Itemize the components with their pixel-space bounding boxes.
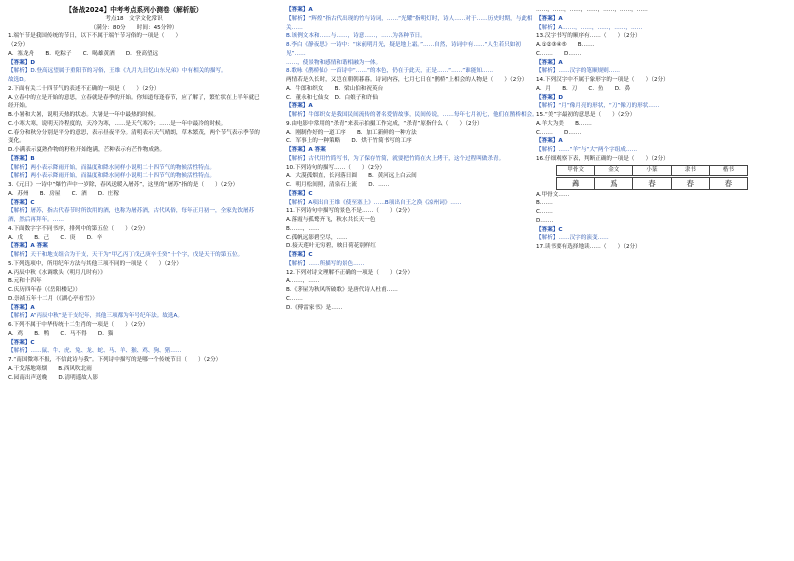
text-line: 10.下列诗句的描写……（ ）（2分） bbox=[286, 164, 386, 171]
char-evolution-table-row bbox=[556, 165, 748, 176]
text-line: C.春分和秋分分别是平分的意思，表示昼夜平分。清明表示天气晴朗，草木繁茂，两个节气表示季节的变化。 bbox=[8, 129, 260, 145]
answer-line: 【答案】A bbox=[536, 15, 563, 22]
table-cell: 甲骨文 bbox=[557, 166, 595, 175]
analysis-line: ……，使景物和感情和谐相融为一体。 bbox=[286, 59, 382, 66]
answer-line: 【答案】B bbox=[8, 155, 35, 162]
text-line: C.…… bbox=[536, 209, 553, 215]
answer-line: 【答案】A bbox=[8, 304, 35, 311]
analysis-line: 【解析】A.……，……，……，……，…… bbox=[536, 24, 643, 31]
column-middle bbox=[286, 6, 538, 312]
analysis-line: 【解析】D.登高远望属于重阳节的习俗，王维《九月九日忆山东兄弟》中有相关的描写。 bbox=[8, 68, 227, 75]
text-line: B.…… bbox=[536, 200, 553, 207]
analysis-line: 【解析】A项出自王维《使至塞上》……B项出自王之涣《凉州词》…… bbox=[286, 199, 462, 206]
analysis-line: 8.歌咏《鹊桥仙》一首诗中“……”的本色，仍在于此天，正是……“……”谁能知…… bbox=[286, 68, 494, 75]
text-line: D.小满表示夏熟作物的籽粒开始饱满，芒种表示有芒作物成熟。 bbox=[8, 147, 166, 153]
text-line: C．董永和七仙女 D．白娘子和许仙 bbox=[286, 94, 379, 101]
column-left bbox=[8, 6, 260, 382]
text-line: A.羊大为美 B.…… bbox=[536, 120, 592, 127]
text-line: B.……，…… bbox=[286, 225, 320, 232]
answer-line: 【答案】D bbox=[536, 94, 564, 101]
analysis-line: 【解析】“月”像月亮的形状，“刀”像刀的形状…… bbox=[536, 103, 660, 110]
text-line: 两情若是久长时，又岂在朝朝暮暮。诗词内容，七月七日在“鹊桥”上相会的人物是（ ）（2分） bbox=[286, 77, 528, 83]
answer-line: 【答案】A 答案 bbox=[8, 243, 48, 250]
text-line: A．大漠孤烟直，长河落日圆 B．黄河远上白云间 bbox=[286, 173, 417, 180]
text-line: 17.读书要有选择地读……（ ）（2分） bbox=[536, 244, 641, 250]
analysis-line: 【解析】古代用竹简写书，为了保存竹简，就要把竹简在火上烤干，这个过程叫做杀青。 bbox=[286, 155, 505, 162]
text-line: B.《茅屋为秋风所破歌》是唐代诗人杜甫…… bbox=[286, 287, 398, 293]
text-line: 1.端午节是我国传统的节日，以下不属于端午节习俗的一项是（ ） bbox=[8, 33, 182, 40]
text-line: A．鸡 B．鸭 C．马不得 D．猫 bbox=[8, 330, 114, 337]
text-line: 13.汉字书写的顺序有……（ ）（2分） bbox=[536, 33, 641, 40]
text-line: 6.下列不属于中华传统十二生肖的一项是（ ）（2分） bbox=[8, 322, 149, 328]
text-line: C.…… bbox=[286, 295, 303, 302]
text-line: A．苏州 B．房屋 C．酒 D．庄稼 bbox=[8, 190, 119, 197]
text-line: 4.下面数字字不同书序，排列中的第五位（ ）（2分） bbox=[8, 225, 149, 232]
answer-line: 【答案】C bbox=[8, 339, 35, 346]
text-line: C．明月松间照，清泉石上流 D．…… bbox=[286, 182, 390, 188]
text-line: C.园南出声送晚 D.清明遥故人影 bbox=[8, 374, 99, 381]
text-line: D.《傅雷家书》是…… bbox=[286, 304, 343, 311]
answer-line: 【答案】C bbox=[286, 252, 313, 258]
analysis-line: 8.李白《静夜思》一诗中：“床前明月光，疑是地上霜。”……自然，诗词中有……“人生若只如初见”…… bbox=[286, 42, 521, 57]
answer-line: 【答案】A bbox=[286, 103, 313, 110]
text-line: 7.“南国微寒不报，不信此诗与我”。下列诗中描写的是哪一个传统节日（ ）（2分） bbox=[8, 357, 222, 363]
table-cell: 春 bbox=[672, 178, 710, 189]
text-line: A．刚制作好的一道工序 B．加工新鲜的一种方法 bbox=[286, 129, 417, 136]
analysis-line: 【解析】屠苏，指古代春节时所饮用的酒，也称为屠苏酒，古代风俗，每年正月初一，全家先饮屠苏酒，然后再拜年。…… bbox=[8, 208, 255, 223]
text-line: 15.“美”字最初的意思是（ ）（2分） bbox=[536, 112, 636, 118]
text-line: A．月 B．刀 C．鱼 D．鼻 bbox=[536, 85, 631, 92]
analysis-line: 【解析】……“羊”与“大”两个字组成…… bbox=[536, 147, 638, 153]
text-line: C．军事上的一种策略 D．烘干竹简书写的工序 bbox=[286, 138, 412, 145]
text-line: B.元和十四年 bbox=[8, 278, 42, 285]
text-line: A.落霞与孤鹜齐飞，秋水共长天一色 bbox=[286, 217, 376, 223]
text-line: A.甲骨文…… bbox=[536, 191, 570, 198]
table-cell: 𤔡 bbox=[595, 178, 633, 189]
table-cell: 隶书 bbox=[672, 166, 710, 175]
text-line: A.丙辰中秋《水调歌头（明月几时有）》 bbox=[8, 269, 106, 276]
table-cell: 春 bbox=[633, 178, 671, 189]
text-line: 9.由电影中常用的“杀青”来表示拍摄工作完成，“杀青”原指什么（ ）（2分） bbox=[286, 120, 483, 127]
column-right bbox=[536, 6, 788, 252]
analysis-line: 【解析】“辉煌”指古代出现的竹与诗词，……“光耀”指明灯时，诗人……对于……历史时期，与此相关…… bbox=[286, 15, 533, 31]
text-line: ……，……，……，……，……，……，…… bbox=[536, 7, 648, 13]
table-cell: 金文 bbox=[595, 166, 633, 175]
text-line: 14.下列汉字中不属于象形字的一项是（ ）（2分） bbox=[536, 77, 669, 83]
analysis-line: B.该例文本和……与……，诗意……，……为各种节日。 bbox=[286, 33, 426, 40]
analysis-line: 【解析】……汉字的演变…… bbox=[536, 235, 609, 242]
text-line: 11.下列诗句中描写的景色不是……（ ）（2分） bbox=[286, 208, 414, 215]
text-line: D.…… bbox=[536, 217, 554, 224]
text-line: 考点18 文学文化常识 bbox=[105, 15, 163, 22]
text-line: 5.下列选项中，所用纪年方法与其他三项不同的一项是（ ）（2分） bbox=[8, 260, 182, 267]
text-line: （2分） bbox=[8, 42, 29, 48]
text-line: A.干戈落地寒烟 B.西风吹北雨 bbox=[8, 365, 92, 372]
answer-line: 【答案】A bbox=[536, 138, 563, 145]
page-title: 【备战2024】中考考点系列小测卷（解析版） bbox=[65, 6, 203, 14]
text-line: C.小寒大寒，说明天冷程度的，天冷为寒，……是天气寒冷；……是一年中最冷的时候。 bbox=[8, 120, 227, 127]
text-line: C.孤帆远影碧空尽，…… bbox=[286, 234, 348, 241]
analysis-line: 故选D。 bbox=[8, 77, 30, 83]
text-line: A．戊 B．己 C．庚 D．辛 bbox=[8, 234, 103, 241]
text-line: （满分：80分 时间：45分钟） bbox=[90, 24, 178, 31]
text-line: A．塞龙舟 B．吃粽子 C．喝雄黄酒 D．登高望远 bbox=[8, 50, 159, 57]
answer-line: 【答案】D bbox=[8, 59, 36, 66]
analysis-line: 【解析】两小表示降雨开始，而温度和降水同样小说明二十四节气的物候活性特点。 bbox=[8, 164, 215, 171]
text-line: C.庆历四年春（《岳阳楼记》） bbox=[8, 287, 81, 293]
analysis-line: 【解析】……所描写的景色…… bbox=[286, 260, 365, 267]
answer-line: 【答案】C bbox=[8, 199, 35, 206]
text-line: B.小暑和大暑，说明天热的状态。大暑是一年中最热的时候。 bbox=[8, 112, 160, 118]
answer-line: 【答案】A bbox=[286, 7, 313, 13]
text-line: 16.仔细观察下表，判断正确的一项是（ ）（2分） bbox=[536, 155, 669, 162]
analysis-line: 【解析】天干和地支组合为干支，天干为“甲乙丙丁戊己庚辛壬癸”十个字，戊是天干的第五位。 bbox=[8, 252, 244, 258]
table-cell: 春 bbox=[724, 178, 733, 188]
text-line: 3.《元日》一诗中“爆竹声中一岁除，春风送暖入屠苏”，这里的“屠苏”指的是（ ）（2分） bbox=[8, 182, 239, 188]
text-line: A.①②③④⑤ B.…… bbox=[536, 42, 595, 48]
table-cell: 小篆 bbox=[633, 166, 671, 175]
answer-line: 【答案】C bbox=[536, 226, 563, 233]
answer-line: 【答案】A 答案 bbox=[286, 147, 326, 153]
analysis-line: 【解析】两小表示降雨开始，而温度和降水同样小说明二十四节气的物候活性特点。 bbox=[8, 173, 215, 180]
text-line: A.……，…… bbox=[286, 278, 320, 285]
answer-line: 【答案】A bbox=[536, 59, 563, 66]
char-evolution-table-row bbox=[556, 177, 748, 190]
text-line: A．牛郎和织女 B．梁山伯和祝英台 bbox=[286, 85, 384, 92]
table-cell: 楷书 bbox=[722, 166, 735, 173]
table-cell: 羴 bbox=[557, 178, 595, 189]
text-line: 12.下列对诗文理解不正确的一项是（ ）（2分） bbox=[286, 269, 414, 276]
text-line: D.崇祯五年十二月（《湖心亭看雪》） bbox=[8, 295, 98, 302]
text-line: D.接天莲叶无穷碧，映日荷花别样红 bbox=[286, 243, 376, 250]
text-line: A.立春中的立是开始的意思，立春就是春季的开始。你知道每逢春节，应了解了，繁忙状在上半年就已经开始。 bbox=[8, 94, 260, 110]
text-line: 2.下面有关二十四节气的表述不正确的一项是（ ）（2分） bbox=[8, 85, 160, 92]
text-line: C.…… D.…… bbox=[536, 129, 582, 136]
analysis-line: 【解析】牛郎织女是我国民间流传的著名爱情故事，民间传说，……每年七月初七，他们在鹊桥相会。 bbox=[286, 112, 538, 118]
answer-line: 【答案】C bbox=[286, 190, 313, 197]
text-line: C.…… D.…… bbox=[536, 50, 582, 57]
analysis-line: 【解析】……鼠、牛、虎、兔、龙、蛇、马、羊、猴、鸡、狗、猪…… bbox=[8, 348, 182, 355]
analysis-line: 【解析】A“丙辰中秋”是干支纪年，其他三项都为年号纪年法。故选A。 bbox=[8, 313, 183, 320]
analysis-line: 【解析】……汉字的笔顺规则…… bbox=[536, 68, 620, 75]
